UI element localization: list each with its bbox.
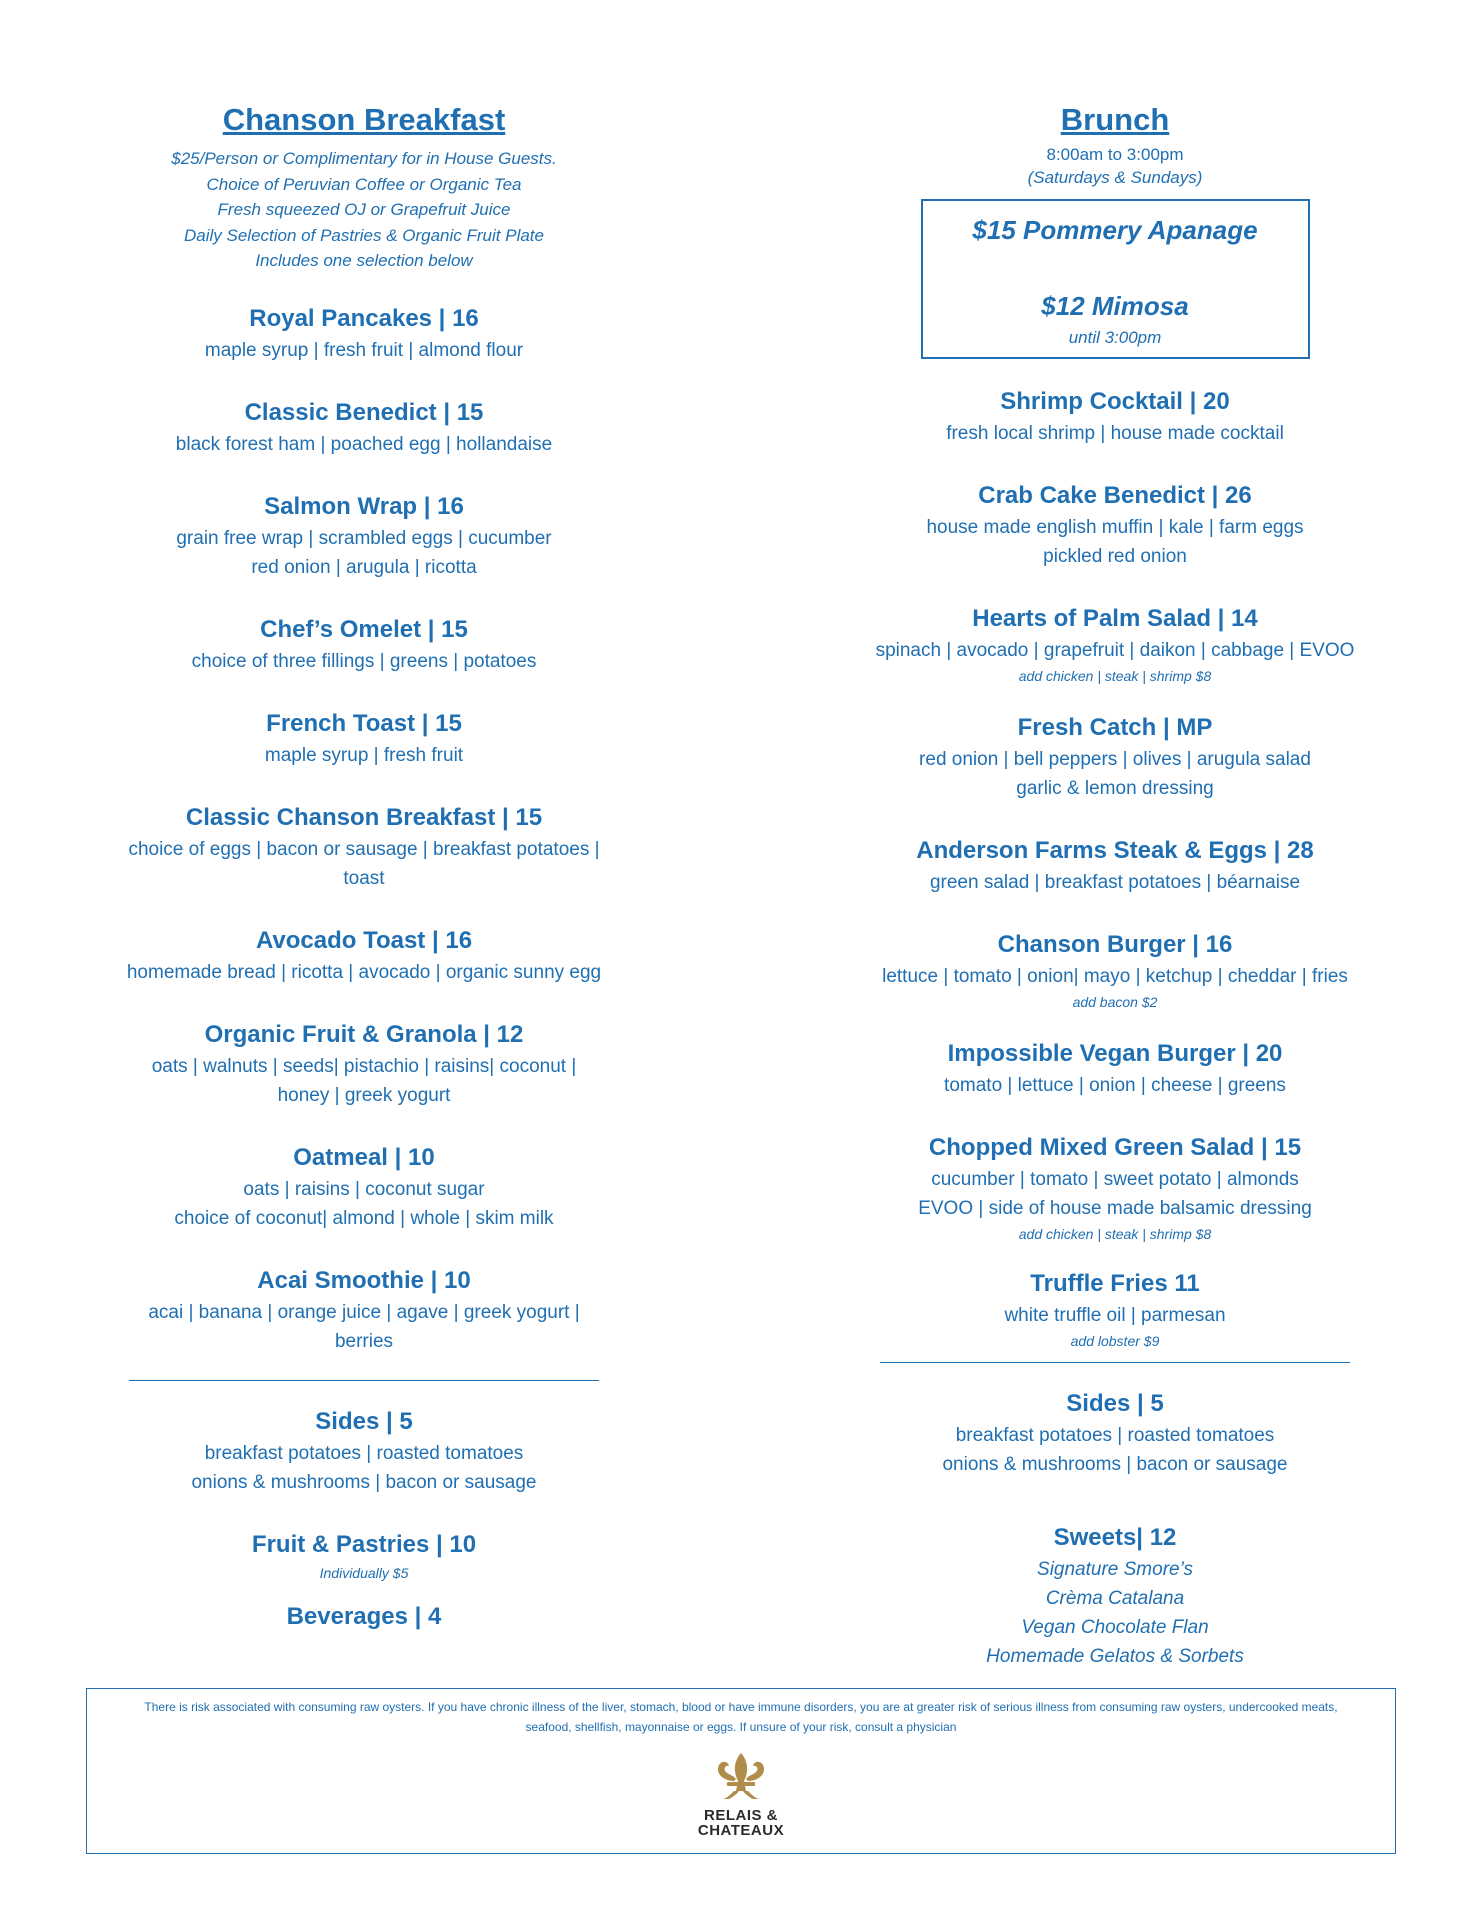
menu-item-desc: green salad | breakfast potatoes | béarnaise <box>929 871 1301 893</box>
menu-item-name: Beverages | 4 <box>286 1602 442 1630</box>
menu-item-name: Impossible Vegan Burger | 20 <box>947 1039 1283 1067</box>
menu-item-desc: maple syrup | fresh fruit <box>264 744 464 766</box>
menu-item-name: Avocado Toast | 16 <box>255 926 473 954</box>
menu-item-name: Royal Pancakes | 16 <box>249 304 479 332</box>
menu-item <box>84 490 644 582</box>
menu-item-note: add lobster $9 <box>1070 1332 1160 1349</box>
menu-item-name: Truffle Fries 11 <box>1030 1269 1200 1297</box>
logo-line2: CHATEAUX <box>697 1822 785 1839</box>
footer-box <box>86 1688 1396 1854</box>
promo-box <box>921 199 1310 359</box>
menu-item-name: Sides | 5 <box>1066 1389 1164 1417</box>
breakfast-note: Choice of Peruvian Coffee or Organic Tea <box>206 174 522 194</box>
menu-item-desc: oats | raisins | coconut sugar <box>243 1178 485 1200</box>
menu-item-desc: breakfast potatoes | roasted tomatoes <box>955 1424 1275 1446</box>
menu-item-name: Fresh Catch | MP <box>1017 713 1213 741</box>
menu-item <box>84 613 644 676</box>
section-divider <box>129 1380 599 1381</box>
menu-item-desc: honey | greek yogurt <box>277 1084 451 1106</box>
sweets-section <box>830 1521 1400 1671</box>
menu-item <box>830 711 1400 803</box>
menu-item-desc: toast <box>343 867 385 889</box>
menu-item <box>830 834 1400 897</box>
menu-item-desc: pickled red onion <box>1043 545 1187 567</box>
menu-item-name: Acai Smoothie | 10 <box>257 1266 471 1294</box>
breakfast-column <box>84 100 644 1634</box>
menu-item-name: Chef’s Omelet | 15 <box>260 615 468 643</box>
menu-item-desc: red onion | arugula | ricotta <box>251 556 477 578</box>
menu-item-desc: spinach | avocado | grapefruit | daikon | cabbage | EVOO <box>875 639 1355 661</box>
breakfast-note: $25/Person or Complimentary for in House Guests. <box>171 149 557 168</box>
menu-item-desc: tomato | lettuce | onion | cheese | greens <box>944 1074 1286 1096</box>
logo-line1: RELAIS & <box>703 1807 778 1824</box>
menu-item <box>84 396 644 459</box>
menu-item-name: Hearts of Palm Salad | 14 <box>972 604 1258 632</box>
menu-item-desc: onions & mushrooms | bacon or sausage <box>942 1453 1288 1475</box>
menu-item-desc: garlic & lemon dressing <box>1016 777 1214 799</box>
menu-item-note: add bacon $2 <box>1072 993 1158 1010</box>
menu-item <box>84 924 644 987</box>
menu-item-desc: acai | banana | orange juice | agave | greek yogurt | <box>148 1301 580 1323</box>
menu-item-desc: lettuce | tomato | onion| mayo | ketchup | cheddar | fries <box>882 965 1348 987</box>
menu-item-name: Chopped Mixed Green Salad | 15 <box>928 1133 1302 1161</box>
menu-item <box>830 479 1400 571</box>
menu-item <box>84 801 644 893</box>
menu-item-desc: EVOO | side of house made balsamic dressing <box>918 1197 1312 1219</box>
brunch-column <box>830 100 1400 1671</box>
menu-item <box>830 1037 1400 1100</box>
menu-item-note: add chicken | steak | shrimp $8 <box>1018 1225 1212 1242</box>
menu-item-name: Sweets| 12 <box>1053 1523 1177 1551</box>
menu-item-name: Crab Cake Benedict | 26 <box>978 481 1252 509</box>
menu-item-desc: onions & mushrooms | bacon or sausage <box>191 1471 537 1493</box>
fruit-pastries-section <box>84 1528 644 1584</box>
menu-item-desc: red onion | bell peppers | olives | arugula salad <box>919 748 1311 770</box>
menu-item-desc: house made english muffin | kale | farm eggs <box>926 516 1304 538</box>
sweets-item: Crèma Catalana <box>1045 1587 1185 1609</box>
menu-item-desc: choice of three fillings | greens | potatoes <box>191 650 537 672</box>
sides-section <box>830 1387 1400 1479</box>
menu-item-desc: grain free wrap | scrambled eggs | cucumber <box>176 527 552 549</box>
sweets-item: Signature Smore’s <box>1037 1558 1193 1580</box>
menu-item-desc: oats | walnuts | seeds| pistachio | raisins| coconut | <box>151 1055 577 1077</box>
disclaimer-text: There is risk associated with consuming raw oysters. If you have chronic illness of the liver, stomach, blood or have immune disorders, you are at greater risk of serious illness from consuming raw oysters, undercooked meats, seafood, shellfish, mayonnaise or eggs. If unsure of your risk, consult a physician <box>144 1700 1338 1734</box>
menu-item-desc: black forest ham | poached egg | hollandaise <box>175 433 553 455</box>
menu-item-name: Oatmeal | 10 <box>293 1143 435 1171</box>
menu-item-name: Shrimp Cocktail | 20 <box>1000 387 1230 415</box>
menu-item-name: Salmon Wrap | 16 <box>264 492 464 520</box>
promo-pommery: $15 Pommery Apanage <box>972 215 1258 245</box>
relais-chateaux-logo <box>681 1751 801 1838</box>
sweets-item: Homemade Gelatos & Sorbets <box>986 1645 1244 1667</box>
menu-item-desc: maple syrup | fresh fruit | almond flour <box>204 339 524 361</box>
menu-item-name: Sides | 5 <box>315 1407 413 1435</box>
menu-item-name: Organic Fruit & Granola | 12 <box>204 1020 524 1048</box>
brunch-title: Brunch <box>1060 102 1170 137</box>
section-divider <box>880 1362 1350 1363</box>
fleur-de-lis-icon <box>701 1751 781 1803</box>
promo-note: until 3:00pm <box>1068 328 1162 347</box>
sweets-item: Vegan Chocolate Flan <box>1021 1616 1209 1638</box>
menu-item-note: add chicken | steak | shrimp $8 <box>1018 667 1212 684</box>
menu-item <box>830 928 1400 1013</box>
beverages-section <box>84 1600 644 1634</box>
brunch-days: (Saturdays & Sundays) <box>1027 168 1203 187</box>
menu-item-desc: choice of eggs | bacon or sausage | breakfast potatoes | <box>128 838 600 860</box>
menu-item-desc: berries <box>334 1330 394 1352</box>
breakfast-note: Fresh squeezed OJ or Grapefruit Juice <box>217 200 511 219</box>
menu-item-name: Classic Chanson Breakfast | 15 <box>185 803 543 831</box>
breakfast-title: Chanson Breakfast <box>222 102 506 137</box>
menu-item-note: Individually $5 <box>319 1564 409 1581</box>
menu-item <box>830 385 1400 448</box>
menu-item-desc: choice of coconut| almond | whole | skim milk <box>174 1207 554 1229</box>
menu-item <box>84 1018 644 1110</box>
menu-item-desc: fresh local shrimp | house made cocktail <box>946 422 1284 444</box>
menu-item-desc: white truffle oil | parmesan <box>1004 1304 1226 1326</box>
menu-item-desc: cucumber | tomato | sweet potato | almonds <box>931 1168 1299 1190</box>
sides-section <box>84 1405 644 1497</box>
menu-item <box>830 602 1400 687</box>
menu-item-name: French Toast | 15 <box>266 709 462 737</box>
menu-item <box>84 302 644 365</box>
menu-item-name: Classic Benedict | 15 <box>244 398 484 426</box>
menu-item <box>830 1131 1400 1245</box>
breakfast-note: Includes one selection below <box>255 251 473 270</box>
menu-item-desc: breakfast potatoes | roasted tomatoes <box>204 1442 524 1464</box>
menu-item-name: Fruit & Pastries | 10 <box>251 1530 477 1558</box>
promo-mimosa: $12 Mimosa <box>1041 291 1189 321</box>
menu-item <box>830 1267 1400 1352</box>
menu-item-desc: homemade bread | ricotta | avocado | organic sunny egg <box>126 961 602 983</box>
menu-item <box>84 1141 644 1233</box>
menu-item-name: Chanson Burger | 16 <box>997 930 1233 958</box>
brunch-hours: 8:00am to 3:00pm <box>1046 145 1184 164</box>
menu-item-name: Anderson Farms Steak & Eggs | 28 <box>916 836 1314 864</box>
breakfast-notes <box>84 146 644 274</box>
breakfast-note: Daily Selection of Pastries & Organic Fruit Plate <box>184 225 544 245</box>
menu-item <box>84 1264 644 1356</box>
menu-item <box>84 707 644 770</box>
